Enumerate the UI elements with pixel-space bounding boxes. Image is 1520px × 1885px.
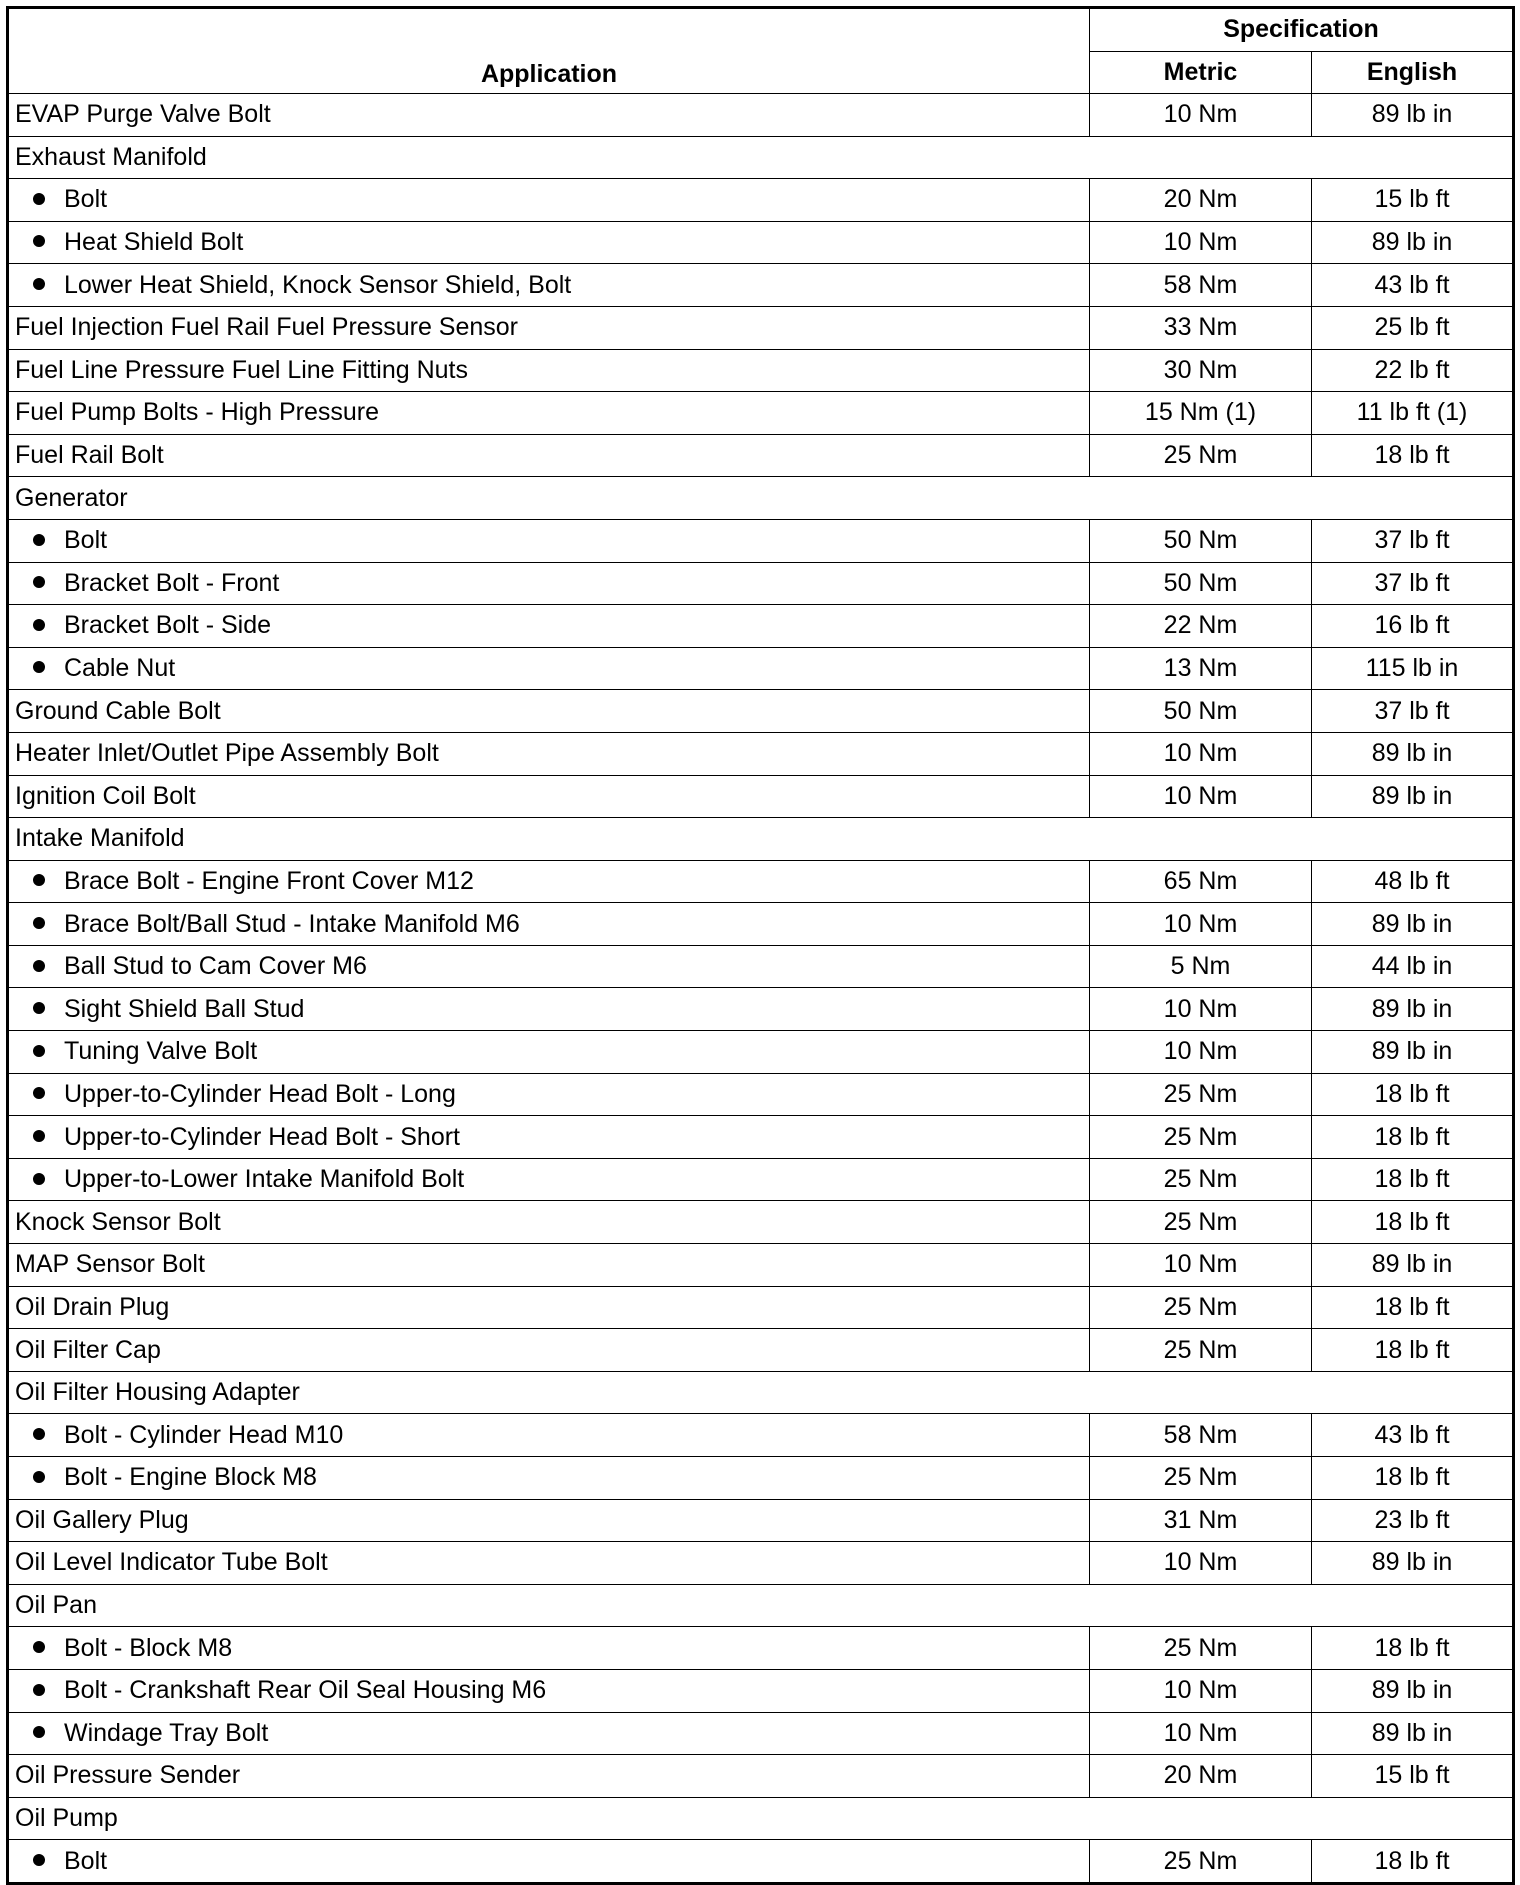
metric-value: 20 Nm — [1090, 179, 1312, 222]
metric-value: 25 Nm — [1090, 1840, 1312, 1884]
bullet-icon — [33, 576, 45, 588]
metric-value: 25 Nm — [1090, 434, 1312, 477]
english-value: 18 lb ft — [1312, 1158, 1514, 1201]
english-value: 43 lb ft — [1312, 1414, 1514, 1457]
table-row — [8, 945, 1514, 988]
bullet-icon — [33, 1002, 45, 1014]
application-label: Sight Shield Ball Stud — [64, 994, 305, 1023]
application-cell — [8, 1542, 1090, 1585]
table-row — [8, 94, 1514, 137]
metric-value: 25 Nm — [1090, 1627, 1312, 1670]
application-cell — [8, 562, 1090, 605]
table-row — [8, 221, 1514, 264]
application-label: Oil Pump — [15, 1804, 118, 1833]
application-label: EVAP Purge Valve Bolt — [15, 100, 271, 129]
metric-value: 20 Nm — [1090, 1755, 1312, 1798]
application-label: Oil Drain Plug — [15, 1292, 170, 1321]
table-row — [8, 1031, 1514, 1074]
table-row — [8, 1201, 1514, 1244]
bullet-icon — [33, 661, 45, 673]
application-cell — [8, 775, 1090, 818]
bullet-icon — [33, 534, 45, 546]
metric-value: 22 Nm — [1090, 605, 1312, 648]
application-label: Bolt - Cylinder Head M10 — [64, 1420, 344, 1449]
application-cell — [8, 1669, 1090, 1712]
table-row — [8, 647, 1514, 690]
application-cell — [8, 1712, 1090, 1755]
application-cell — [8, 392, 1090, 435]
english-value: 11 lb ft (1) — [1312, 392, 1514, 435]
metric-value: 30 Nm — [1090, 349, 1312, 392]
table-row — [8, 1286, 1514, 1329]
english-value: 89 lb in — [1312, 903, 1514, 946]
application-label: Oil Level Indicator Tube Bolt — [15, 1548, 328, 1577]
application-cell — [8, 605, 1090, 648]
application-label: Ball Stud to Cam Cover M6 — [64, 952, 367, 981]
bullet-icon — [33, 1130, 45, 1142]
torque-specification-table — [6, 6, 1515, 1885]
application-cell — [8, 1244, 1090, 1287]
application-cell — [8, 1457, 1090, 1500]
metric-value: 10 Nm — [1090, 1669, 1312, 1712]
table-row — [8, 860, 1514, 903]
table-row — [8, 519, 1514, 562]
bullet-icon — [33, 917, 45, 929]
column-header-application: Application — [8, 8, 1090, 94]
table-row — [8, 1158, 1514, 1201]
english-value: 18 lb ft — [1312, 1457, 1514, 1500]
application-label: Oil Filter Cap — [15, 1335, 161, 1364]
application-cell — [8, 903, 1090, 946]
metric-value: 10 Nm — [1090, 1712, 1312, 1755]
application-label: Bolt - Engine Block M8 — [64, 1463, 317, 1492]
english-value: 37 lb ft — [1312, 562, 1514, 605]
table-group-row — [8, 818, 1514, 861]
table-row — [8, 775, 1514, 818]
english-value: 18 lb ft — [1312, 1201, 1514, 1244]
bullet-icon — [33, 278, 45, 290]
metric-value: 10 Nm — [1090, 732, 1312, 775]
application-label: Oil Pressure Sender — [15, 1761, 241, 1790]
column-header-english: English — [1312, 51, 1514, 93]
application-cell — [8, 732, 1090, 775]
application-label: Oil Gallery Plug — [15, 1505, 189, 1534]
metric-value: 13 Nm — [1090, 647, 1312, 690]
table-row — [8, 1627, 1514, 1670]
application-label: Oil Pan — [15, 1591, 97, 1620]
english-value: 18 lb ft — [1312, 1073, 1514, 1116]
application-cell — [8, 221, 1090, 264]
table-row — [8, 1669, 1514, 1712]
bullet-icon — [33, 235, 45, 247]
bullet-icon — [33, 1684, 45, 1696]
application-label: Bracket Bolt - Front — [64, 568, 280, 597]
application-cell — [8, 136, 1514, 179]
application-cell — [8, 1371, 1514, 1414]
table-row — [8, 1329, 1514, 1372]
table-row — [8, 434, 1514, 477]
english-value: 44 lb in — [1312, 945, 1514, 988]
metric-value: 10 Nm — [1090, 1031, 1312, 1074]
application-label: Generator — [15, 483, 128, 512]
application-cell — [8, 690, 1090, 733]
bullet-icon — [33, 1087, 45, 1099]
application-cell — [8, 1755, 1090, 1798]
table-row — [8, 690, 1514, 733]
application-label: Fuel Line Pressure Fuel Line Fitting Nuts — [15, 355, 468, 384]
bullet-icon — [33, 1045, 45, 1057]
metric-value: 31 Nm — [1090, 1499, 1312, 1542]
application-label: Brace Bolt/Ball Stud - Intake Manifold M6 — [64, 909, 520, 938]
english-value: 89 lb in — [1312, 1669, 1514, 1712]
application-cell — [8, 945, 1090, 988]
application-cell — [8, 434, 1090, 477]
english-value: 89 lb in — [1312, 1031, 1514, 1074]
english-value: 37 lb ft — [1312, 519, 1514, 562]
metric-value: 10 Nm — [1090, 221, 1312, 264]
metric-value: 50 Nm — [1090, 690, 1312, 733]
english-value: 89 lb in — [1312, 732, 1514, 775]
metric-value: 10 Nm — [1090, 1542, 1312, 1585]
table-body — [8, 94, 1514, 1884]
application-cell — [8, 1286, 1090, 1329]
metric-value: 65 Nm — [1090, 860, 1312, 903]
application-cell — [8, 94, 1090, 137]
application-label: Knock Sensor Bolt — [15, 1207, 221, 1236]
application-cell — [8, 306, 1090, 349]
table-row — [8, 562, 1514, 605]
application-cell — [8, 647, 1090, 690]
table-row — [8, 1457, 1514, 1500]
english-value: 16 lb ft — [1312, 605, 1514, 648]
table-row — [8, 306, 1514, 349]
english-value: 23 lb ft — [1312, 1499, 1514, 1542]
english-value: 18 lb ft — [1312, 1286, 1514, 1329]
application-label: Fuel Rail Bolt — [15, 441, 164, 470]
application-label: Bolt - Crankshaft Rear Oil Seal Housing M6 — [64, 1676, 547, 1705]
table-row — [8, 264, 1514, 307]
application-label: Fuel Injection Fuel Rail Fuel Pressure Sensor — [15, 313, 519, 342]
english-value: 22 lb ft — [1312, 349, 1514, 392]
application-cell — [8, 1329, 1090, 1372]
metric-value: 25 Nm — [1090, 1158, 1312, 1201]
table-row — [8, 903, 1514, 946]
application-cell — [8, 1201, 1090, 1244]
application-label: Intake Manifold — [15, 824, 185, 853]
application-cell — [8, 1840, 1090, 1884]
table-row — [8, 1116, 1514, 1159]
bullet-icon — [33, 1471, 45, 1483]
application-cell — [8, 1797, 1514, 1840]
table-row — [8, 1073, 1514, 1116]
application-label: Upper-to-Cylinder Head Bolt - Long — [64, 1079, 456, 1108]
metric-value: 50 Nm — [1090, 562, 1312, 605]
table-row — [8, 1542, 1514, 1585]
metric-value: 58 Nm — [1090, 1414, 1312, 1457]
application-label: Upper-to-Cylinder Head Bolt - Short — [64, 1122, 460, 1151]
english-value: 18 lb ft — [1312, 1627, 1514, 1670]
bullet-icon — [33, 1173, 45, 1185]
metric-value: 58 Nm — [1090, 264, 1312, 307]
bullet-icon — [33, 193, 45, 205]
metric-value: 25 Nm — [1090, 1286, 1312, 1329]
table-row — [8, 1840, 1514, 1884]
application-cell — [8, 264, 1090, 307]
english-value: 89 lb in — [1312, 1542, 1514, 1585]
metric-value: 25 Nm — [1090, 1329, 1312, 1372]
bullet-icon — [33, 1726, 45, 1738]
metric-value: 15 Nm (1) — [1090, 392, 1312, 435]
table-group-row — [8, 1584, 1514, 1627]
table-row — [8, 988, 1514, 1031]
application-cell — [8, 179, 1090, 222]
application-label: Ground Cable Bolt — [15, 696, 221, 725]
english-value: 89 lb in — [1312, 775, 1514, 818]
application-cell — [8, 477, 1514, 520]
application-label: Bolt — [64, 185, 108, 214]
metric-value: 25 Nm — [1090, 1457, 1312, 1500]
english-value: 89 lb in — [1312, 94, 1514, 137]
application-label: Upper-to-Lower Intake Manifold Bolt — [64, 1165, 465, 1194]
application-label: Bolt — [64, 1846, 108, 1875]
english-value: 89 lb in — [1312, 988, 1514, 1031]
metric-value: 50 Nm — [1090, 519, 1312, 562]
english-value: 18 lb ft — [1312, 1116, 1514, 1159]
table-group-row — [8, 1797, 1514, 1840]
metric-value: 25 Nm — [1090, 1073, 1312, 1116]
english-value: 89 lb in — [1312, 1712, 1514, 1755]
application-label: Heat Shield Bolt — [64, 228, 244, 257]
application-cell — [8, 1031, 1090, 1074]
table-row — [8, 1755, 1514, 1798]
english-value: 89 lb in — [1312, 221, 1514, 264]
bullet-icon — [33, 1428, 45, 1440]
column-header-metric: Metric — [1090, 51, 1312, 93]
application-cell — [8, 1414, 1090, 1457]
table-row — [8, 605, 1514, 648]
bullet-icon — [33, 960, 45, 972]
metric-value: 5 Nm — [1090, 945, 1312, 988]
application-label: Exhaust Manifold — [15, 142, 207, 171]
english-value: 48 lb ft — [1312, 860, 1514, 903]
application-label: Bracket Bolt - Side — [64, 611, 272, 640]
application-cell — [8, 1627, 1090, 1670]
application-cell — [8, 519, 1090, 562]
application-label: Ignition Coil Bolt — [15, 781, 196, 810]
table-row — [8, 392, 1514, 435]
application-cell — [8, 860, 1090, 903]
english-value: 15 lb ft — [1312, 179, 1514, 222]
application-cell — [8, 1499, 1090, 1542]
table-row — [8, 179, 1514, 222]
table-row — [8, 1414, 1514, 1457]
metric-value: 10 Nm — [1090, 775, 1312, 818]
table-row — [8, 732, 1514, 775]
english-value: 18 lb ft — [1312, 1329, 1514, 1372]
application-cell — [8, 988, 1090, 1031]
application-cell — [8, 818, 1514, 861]
english-value: 115 lb in — [1312, 647, 1514, 690]
table-group-row — [8, 136, 1514, 179]
application-cell — [8, 1158, 1090, 1201]
table-row — [8, 349, 1514, 392]
english-value: 89 lb in — [1312, 1244, 1514, 1287]
application-label: Brace Bolt - Engine Front Cover M12 — [64, 866, 474, 895]
column-header-specification: Specification — [1090, 8, 1514, 52]
english-value: 18 lb ft — [1312, 434, 1514, 477]
metric-value: 25 Nm — [1090, 1201, 1312, 1244]
application-cell — [8, 1584, 1514, 1627]
table-row — [8, 1712, 1514, 1755]
metric-value: 10 Nm — [1090, 1244, 1312, 1287]
bullet-icon — [33, 874, 45, 886]
metric-value: 33 Nm — [1090, 306, 1312, 349]
bullet-icon — [33, 619, 45, 631]
metric-value: 10 Nm — [1090, 94, 1312, 137]
table-row — [8, 1244, 1514, 1287]
application-label: MAP Sensor Bolt — [15, 1250, 205, 1279]
bullet-icon — [33, 1854, 45, 1866]
english-value: 43 lb ft — [1312, 264, 1514, 307]
english-value: 18 lb ft — [1312, 1840, 1514, 1884]
application-cell — [8, 1116, 1090, 1159]
application-label: Bolt - Block M8 — [64, 1633, 233, 1662]
english-value: 37 lb ft — [1312, 690, 1514, 733]
table-group-row — [8, 1371, 1514, 1414]
application-label: Cable Nut — [64, 654, 176, 683]
application-cell — [8, 349, 1090, 392]
application-label: Tuning Valve Bolt — [64, 1037, 258, 1066]
application-label: Heater Inlet/Outlet Pipe Assembly Bolt — [15, 739, 439, 768]
bullet-icon — [33, 1641, 45, 1653]
table-row — [8, 1499, 1514, 1542]
table-group-row — [8, 477, 1514, 520]
metric-value: 25 Nm — [1090, 1116, 1312, 1159]
english-value: 15 lb ft — [1312, 1755, 1514, 1798]
application-label: Lower Heat Shield, Knock Sensor Shield, Bolt — [64, 270, 572, 299]
table-header — [8, 8, 1514, 94]
metric-value: 10 Nm — [1090, 988, 1312, 1031]
metric-value: 10 Nm — [1090, 903, 1312, 946]
application-label: Fuel Pump Bolts - High Pressure — [15, 398, 380, 427]
application-label: Oil Filter Housing Adapter — [15, 1378, 300, 1407]
application-cell — [8, 1073, 1090, 1116]
application-label: Windage Tray Bolt — [64, 1718, 269, 1747]
application-label: Bolt — [64, 526, 108, 555]
english-value: 25 lb ft — [1312, 306, 1514, 349]
